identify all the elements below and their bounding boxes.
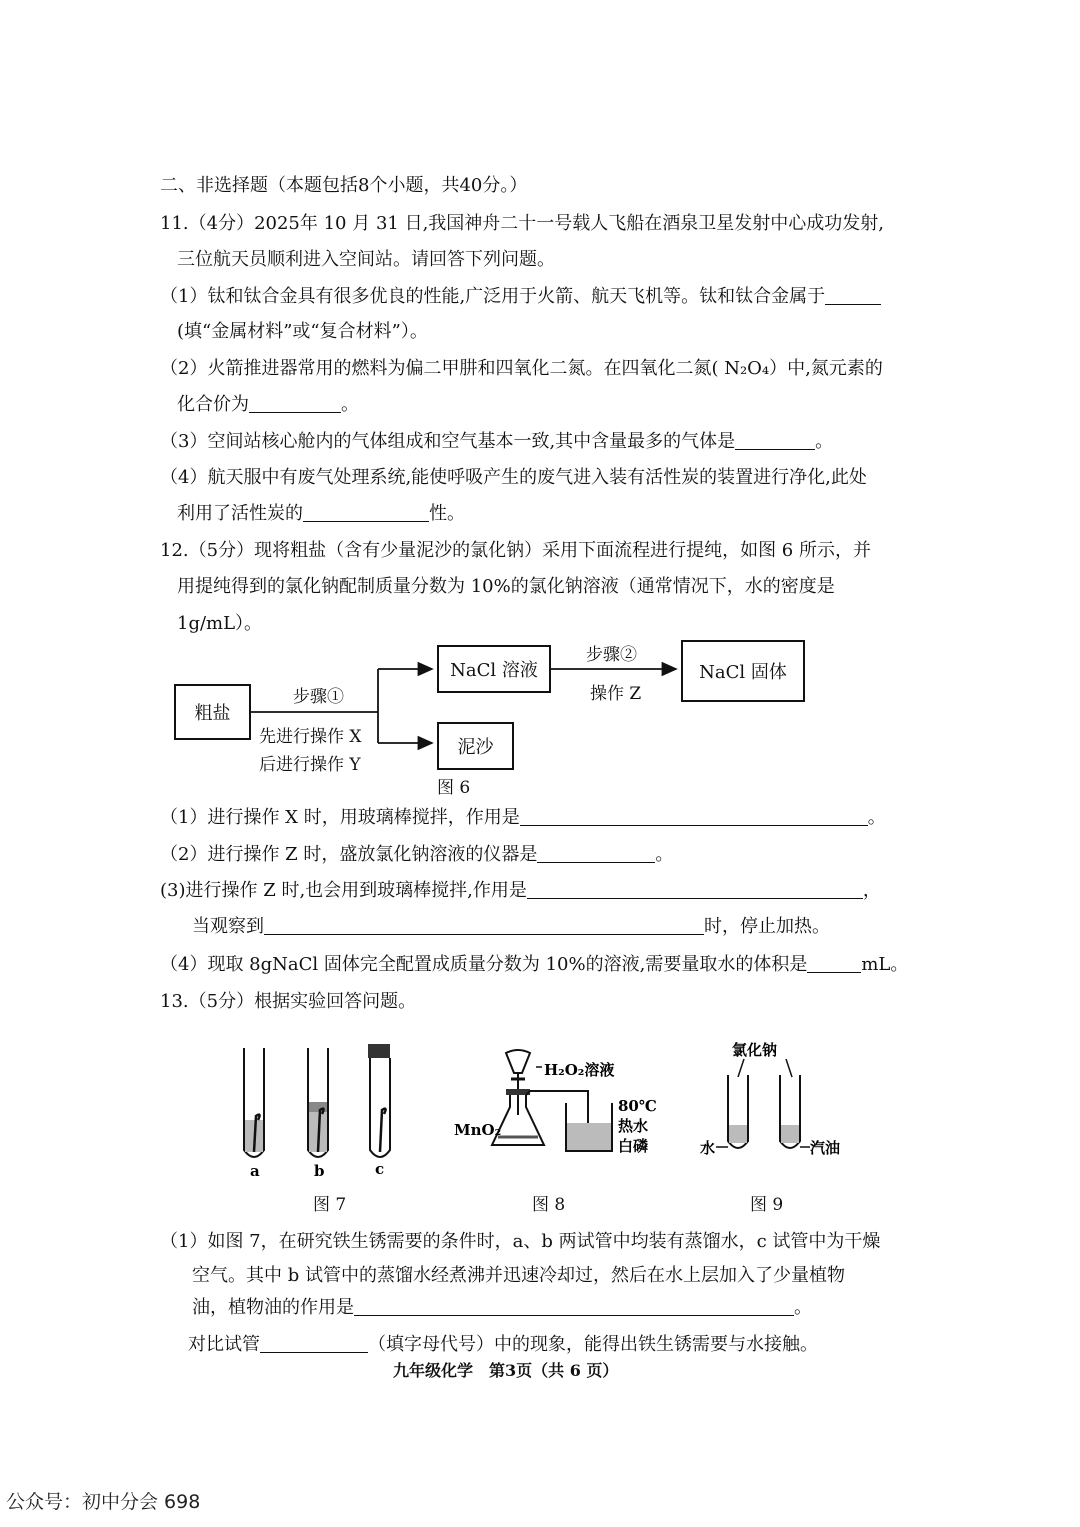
flow-step2-label: 步骤② [586, 645, 637, 665]
gasoline-label: 汽油 [810, 1139, 841, 1157]
flow-step2-op: 操作 Z [590, 684, 642, 704]
mno2-label: MnO₂ [454, 1121, 502, 1139]
figure-9-tubes [698, 1035, 858, 1165]
watermark-text: 公众号：初中分会 698 [6, 1491, 201, 1513]
q13-part1-line2: 空气。其中 b 试管中的蒸馏水经煮沸并迅速冷却过，然后在水上层加入了少量植物 [192, 1265, 845, 1286]
flow-box-nacl-solution: NaCl 溶液 [437, 645, 551, 693]
h2o2-label: H₂O₂溶液 [544, 1061, 615, 1079]
flow-box-raw-salt: 粗盐 [174, 684, 251, 740]
q11-part1-line1: （1）钛和钛合金具有很多优良的性能,广泛用于火箭、航天飞机等。钛和钛合金属于 [160, 285, 881, 309]
q12-stem-line2: 用提纯得到的氯化钠配制质量分数为 10%的氯化钠溶液（通常情况下，水的密度是 [177, 576, 835, 597]
tube-c-label: c [375, 1160, 385, 1178]
answer-blank[interactable] [807, 954, 861, 973]
q12-part3-line1: (3)进行操作 Z 时,也会用到玻璃棒搅拌,作用是 ， [160, 880, 881, 901]
flow-step1-op1: 先进行操作 X [259, 727, 362, 747]
q12-part2: （2）进行操作 Z 时，盛放氯化钠溶液的仪器是 。 [160, 844, 674, 865]
q12-stem-line1: 12.（5分）现将粗盐（含有少量泥沙的氯化钠）采用下面流程进行提纯，如图 6 所示，并 [160, 540, 871, 561]
water-label: 水 [700, 1139, 716, 1157]
answer-blank[interactable] [527, 880, 863, 899]
q11-part4-line1: （4）航天服中有废气处理系统,能使呼吸产生的废气进入装有活性炭的装置进行净化,此处 [160, 467, 867, 488]
tube-a [244, 1048, 264, 1157]
white-phosphorus-label: 白磷 [618, 1137, 649, 1155]
tube-a-label: a [250, 1162, 260, 1180]
q11-part4-line2: 利用了活性炭的 性。 [177, 503, 465, 524]
q11-part2-line2: 化合价为 。 [177, 394, 359, 415]
answer-blank[interactable] [520, 807, 868, 826]
figure-8-apparatus [448, 1045, 668, 1165]
answer-blank[interactable] [264, 916, 704, 935]
page-footer: 九年级化学 第3页（共 6 页） [393, 1361, 619, 1380]
flow-box-mud: 泥沙 [437, 722, 514, 770]
sodium-chloride-label: 氯化钠 [732, 1041, 778, 1059]
tube-c [368, 1044, 390, 1157]
figure-8-caption: 图 8 [532, 1195, 566, 1215]
section-header: 二、非选择题（本题包括8个小题，共40分。） [160, 175, 528, 196]
flow-step1-op2: 后进行操作 Y [259, 755, 361, 775]
q12-part1: （1）进行操作 X 时，用玻璃棒搅拌，作用是 。 [160, 807, 886, 828]
figure-7-test-tubes [230, 1040, 400, 1185]
q13-part1-line3: 油，植物油的作用是 。 [192, 1297, 812, 1318]
answer-blank[interactable] [260, 1334, 368, 1353]
tube-gasoline [780, 1075, 800, 1148]
q13-stem: 13.（5分）根据实验回答问题。 [160, 991, 417, 1012]
q11-part1-line2: (填“金属材料”或“复合材料”）。 [177, 321, 428, 342]
q12-part3-line2: 当观察到 时，停止加热。 [192, 916, 830, 937]
tube-b [308, 1048, 328, 1157]
figure-9-caption: 图 9 [750, 1195, 784, 1215]
figure-7-caption: 图 7 [313, 1195, 347, 1215]
flow-step1-label: 步骤① [293, 687, 344, 707]
answer-blank[interactable] [354, 1297, 794, 1316]
hot-water-label: 热水 [618, 1117, 649, 1135]
tube-b-label: b [314, 1162, 325, 1180]
q13-part1-line1: （1）如图 7，在研究铁生锈需要的条件时，a、b 两试管中均装有蒸馏水，c 试管中为干燥 [160, 1231, 881, 1252]
answer-blank[interactable] [537, 844, 655, 863]
q12-stem-line3: 1g/mL）。 [177, 613, 263, 634]
q12-part4: （4）现取 8gNaCl 固体完全配置成质量分数为 10%的溶液,需要量取水的体积是 mL。 [160, 954, 909, 975]
flow-box-nacl-solid: NaCl 固体 [681, 640, 805, 702]
q11-part2-line1: （2）火箭推进器常用的燃料为偏二甲肼和四氧化二氮。在四氧化二氮( N₂O₄）中,氮元素的 [160, 358, 883, 379]
q11-stem-line1: 11.（4分）2025年 10 月 31 日,我国神舟二十一号载人飞船在酒泉卫星发射中心成功发射, [160, 213, 885, 234]
q13-part1-line4: 对比试管 （填字母代号）中的现象，能得出铁生锈需要与水接触。 [188, 1334, 818, 1355]
q11-stem-line2: 三位航天员顺利进入空间站。请回答下列问题。 [177, 249, 555, 270]
q11-part3: （3）空间站核心舱内的气体组成和空气基本一致,其中含量最多的气体是 。 [160, 431, 834, 452]
temp-label: 80℃ [618, 1097, 657, 1115]
figure-6-caption: 图 6 [437, 778, 471, 798]
tube-water [728, 1075, 748, 1148]
